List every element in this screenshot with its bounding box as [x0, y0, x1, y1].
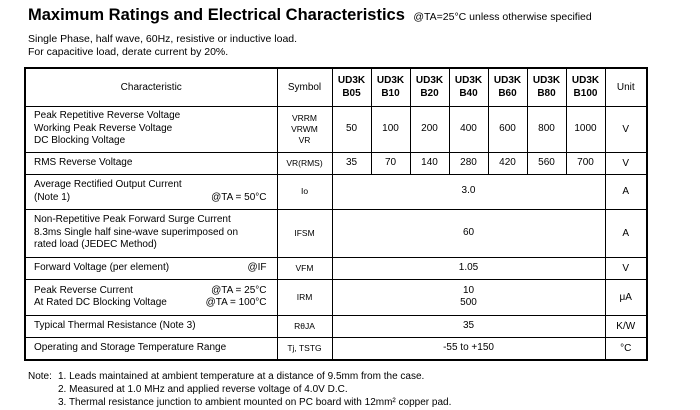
- row-unit: V: [605, 257, 647, 279]
- header-symbol: Symbol: [277, 68, 332, 106]
- row-characteristic: Typical Thermal Resistance (Note 3): [25, 315, 277, 337]
- row-characteristic: Peak Reverse Current @TA = 25°C At Rated DC Blocking Voltage @TA = 100°C: [25, 279, 277, 315]
- notes-label: Note:: [28, 371, 52, 382]
- value-cell: 100: [371, 106, 410, 152]
- row-symbol: Io: [277, 174, 332, 209]
- value-cell: 140: [410, 152, 449, 174]
- value-cell: 600: [488, 106, 527, 152]
- row-characteristic: Peak Repetitive Reverse Voltage Working Peak Reverse Voltage DC Blocking Voltage: [25, 106, 277, 152]
- row-symbol: VR(RMS): [277, 152, 332, 174]
- value-cell: 420: [488, 152, 527, 174]
- header-part-b20: UD3K B20: [410, 68, 449, 106]
- row-unit: V: [605, 152, 647, 174]
- table-row: [25, 337, 647, 360]
- header-part-b60: UD3K B60: [488, 68, 527, 106]
- title-main: Maximum Ratings and Electrical Characteristics: [28, 6, 405, 24]
- table-row: [25, 209, 647, 257]
- header-part-b100: UD3K B100: [566, 68, 605, 106]
- value-cell: 60: [332, 209, 605, 257]
- note-3: 3. Thermal resistance junction to ambient mounted on PC board with 12mm² copper pad.: [58, 397, 452, 408]
- row-unit: K/W: [605, 315, 647, 337]
- row-symbol: IRM: [277, 279, 332, 315]
- row-unit: V: [605, 106, 647, 152]
- row-symbol: IFSM: [277, 209, 332, 257]
- header-part-b10: UD3K B10: [371, 68, 410, 106]
- subtitle-line-2: For capacitive load, derate current by 20%.: [28, 46, 229, 58]
- row-characteristic: Forward Voltage (per element) @IF: [25, 257, 277, 279]
- document-title: [28, 6, 592, 25]
- note-1: 1. Leads maintained at ambient temperature at a distance of 9.5mm from the case.: [58, 371, 425, 382]
- value-cell: 200: [410, 106, 449, 152]
- row-unit: A: [605, 209, 647, 257]
- value-cell: 50: [332, 106, 371, 152]
- row-characteristic: Average Rectified Output Current (Note 1) @TA = 50°C: [25, 174, 277, 209]
- row-symbol: VRRM VRWM VR: [277, 106, 332, 152]
- value-cell: 280: [449, 152, 488, 174]
- value-cell: 70: [371, 152, 410, 174]
- value-cell: 800: [527, 106, 566, 152]
- row-symbol: RθJA: [277, 315, 332, 337]
- table-row: [25, 174, 647, 209]
- header-part-b80: UD3K B80: [527, 68, 566, 106]
- value-cell: 3.0: [332, 174, 605, 209]
- value-cell: 700: [566, 152, 605, 174]
- value-cell: 10 500: [332, 279, 605, 315]
- table-header-row: [25, 68, 647, 106]
- table-row: [25, 315, 647, 337]
- row-characteristic: RMS Reverse Voltage: [25, 152, 277, 174]
- value-cell: 35: [332, 315, 605, 337]
- row-symbol: Tj, TSTG: [277, 337, 332, 360]
- value-cell: 560: [527, 152, 566, 174]
- value-cell: 1000: [566, 106, 605, 152]
- table-row: [25, 152, 647, 174]
- value-cell: 1.05: [332, 257, 605, 279]
- value-cell: 35: [332, 152, 371, 174]
- value-cell: 400: [449, 106, 488, 152]
- row-characteristic: Operating and Storage Temperature Range: [25, 337, 277, 360]
- row-unit: A: [605, 174, 647, 209]
- header-characteristic: Characteristic: [25, 68, 277, 106]
- table-row: [25, 106, 647, 152]
- notes-section: [28, 370, 451, 409]
- table-row: [25, 257, 647, 279]
- note-2: 2. Measured at 1.0 MHz and applied reverse voltage of 4.0V D.C.: [58, 384, 348, 395]
- row-symbol: VFM: [277, 257, 332, 279]
- table-row: [25, 279, 647, 315]
- value-cell: -55 to +150: [332, 337, 605, 360]
- subtitle-line-1: Single Phase, half wave, 60Hz, resistive or inductive load.: [28, 33, 298, 45]
- title-condition: @TA=25°C unless otherwise specified: [413, 11, 592, 23]
- row-characteristic: Non-Repetitive Peak Forward Surge Current 8.3ms Single half sine-wave superimposed on rated load (JEDEC Method): [25, 209, 277, 257]
- row-unit: °C: [605, 337, 647, 360]
- row-unit: μA: [605, 279, 647, 315]
- header-unit: Unit: [605, 68, 647, 106]
- header-part-b05: UD3K B05: [332, 68, 371, 106]
- ratings-table: [24, 67, 648, 361]
- header-part-b40: UD3K B40: [449, 68, 488, 106]
